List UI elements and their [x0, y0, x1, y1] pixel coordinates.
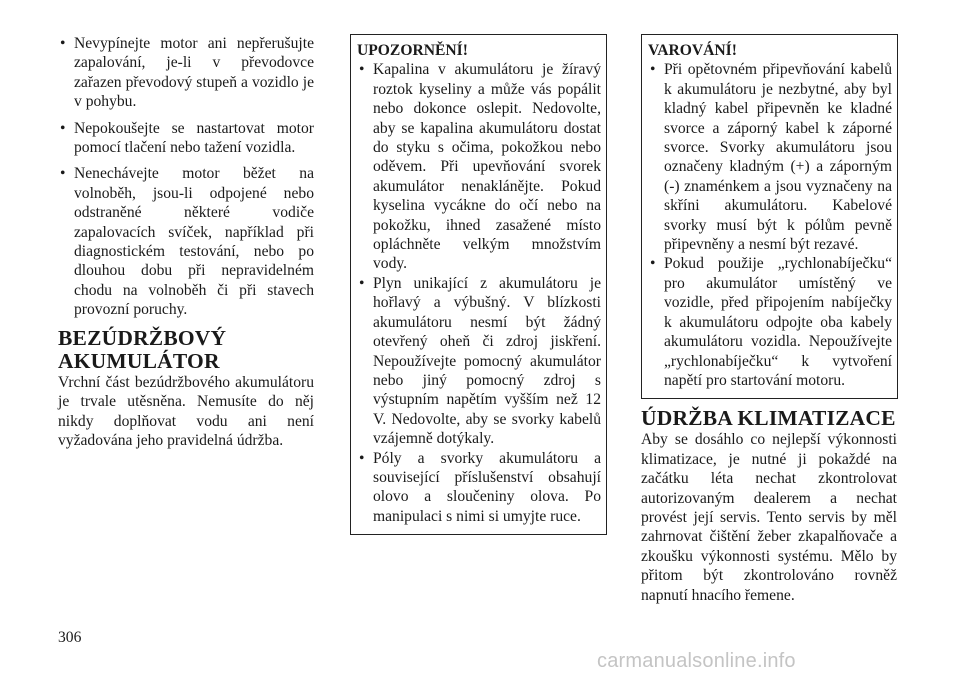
warning-list	[648, 60, 892, 390]
list-item: • Při opětovném připevňování kabelů k akumulátoru je nezbytné, aby byl kladný kabel připevněn ke kladné svorce a záporný kabel k záporné svorce. Svorky akumulátoru jsou označeny kladným (+) a záporným (-) znaménkem a jsou vyznačeny na skříni akumulátoru. Kabelové svorky musí být k pólům pevně připevněny a nesmí být rezavé.	[648, 60, 892, 254]
list-item: • Nepokoušejte se nastartovat motor pomocí tlačení nebo tažení vozidla.	[58, 119, 314, 158]
ac-paragraph: Aby se dosáhlo co nejlepší výkonnosti klimatizace, je nutné ji pokaždé na začátku léta nechat zkontrolovat autorizovaným dealerem a nechat provést její servis. Tento servis by měl zahrnovat čištění žeber zkapalňovače a zkoušku výkonnosti systému. Mělo by přitom být zkontrolováno rovněž napnutí hnacího řemene.	[641, 431, 897, 604]
list-item: • Póly a svorky akumulátoru a související příslušenství obsahují olovo a sloučeniny olova. Po manipulaci s nimi si umyjte ruce.	[357, 449, 601, 527]
battery-paragraph: Vrchní část bezúdržbového akumulátoru je trvale utěsněna. Nemusíte do něj nikdy doplňovat vodu ani není vyžadována jeho pravidelná údržba.	[58, 373, 314, 449]
caution-list	[357, 60, 601, 526]
list-item: • Nevypínejte motor ani nepřerušujte zapalování, je-li v převodovce zařazen převodový stupeň a vozidlo je v pohybu.	[58, 34, 314, 112]
list-item: • Kapalina v akumulátoru je žíravý roztok kyseliny a může vás popálit nebo dokonce oslepit. Nedovolte, aby se kapalina akumulátoru dostat do styku s očima, pokožkou nebo oděvem. Při upevňování svorek akumulátor nenaklánějte. Pokud kyselina vycákne do očí nebo na pokožku, ihned zasažené místo opláchněte velkým množstvím vody.	[357, 60, 601, 273]
list-item: • Pokud použije „rychlonabíječku“ pro akumulátor umístěný ve vozidle, před připojením nabíječky k akumulátoru odpojte oba kabely akumulátoru vozidla. Nepoužívejte „rychlonabíječku“ k vytvoření napětí pro startování motoru.	[648, 254, 892, 390]
caution-box-title: UPOZORNĚNÍ!	[357, 42, 468, 59]
page-number: 306	[58, 629, 82, 646]
left-column	[58, 34, 314, 450]
middle-column	[350, 34, 606, 535]
list-item: • Nenechávejte motor běžet na volnoběh, jsou-li odpojené nebo odstraněné některé vodiče zapalovacích svíček, například při diagnostickém testování, nebo po dlouhou dobu při nepravidelném chodu na volnoběh či při stavech provozní poruchy.	[58, 164, 314, 319]
warning-box-title: VAROVÁNÍ!	[648, 42, 737, 59]
section-heading-battery: BEZÚDRŽBOVÝ AKUMULÁTOR	[58, 325, 227, 373]
caution-box	[350, 34, 607, 535]
watermark: carmanualsonline.info	[597, 650, 796, 672]
warning-box	[641, 34, 898, 399]
right-column	[641, 34, 897, 605]
section-heading-ac: ÚDRŽBA KLIMATIZACE	[641, 406, 896, 431]
engine-caution-list	[58, 34, 314, 320]
list-item: • Plyn unikající z akumulátoru je hořlavý a výbušný. V blízkosti akumulátoru nesmí být žádný otevřený oheň či zdroj jiskření. Nepoužívejte pomocný akumulátor nebo jiný pomocný zdroj s výstupním napětím vyšším než 12 V. Nedovolte, aby se svorky kabelů vzájemně dotýkaly.	[357, 274, 601, 449]
